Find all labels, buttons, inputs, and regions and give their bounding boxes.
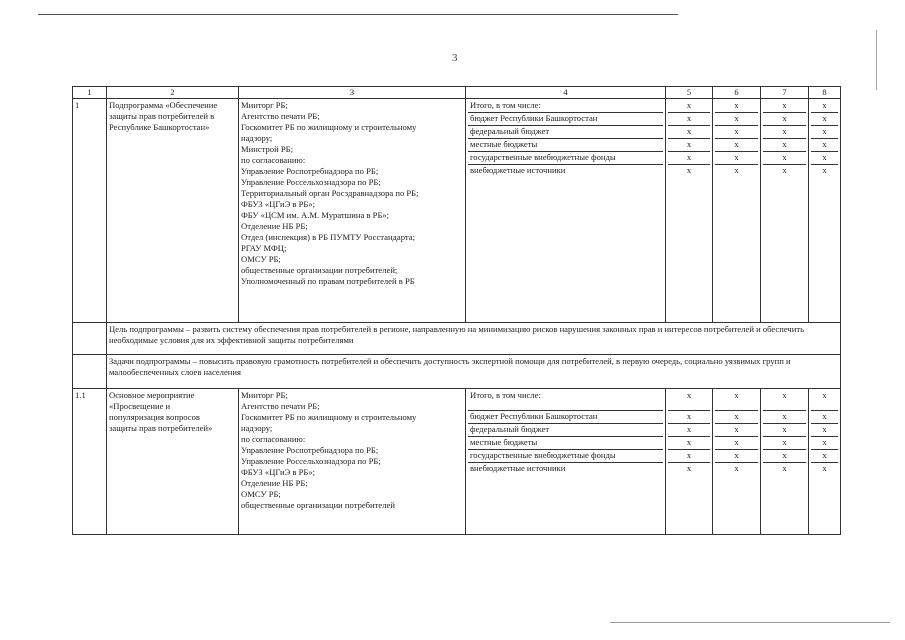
source-row: бюджет Республики Башкортостан <box>468 411 663 424</box>
source-row: Итого, в том числе: <box>468 100 663 113</box>
x-mark: x <box>822 165 827 175</box>
executor-line: Агентство печати РБ; <box>241 401 320 411</box>
col5-marks <box>666 389 713 535</box>
empty-cell <box>73 323 107 355</box>
x-mark: x <box>668 113 710 126</box>
x-mark: x <box>811 152 838 165</box>
header-cell: 5 <box>666 87 713 99</box>
executor-line: по согласованию: <box>241 434 306 444</box>
col8-marks <box>809 389 841 535</box>
x-mark: x <box>734 463 739 473</box>
executor-line: общественные организации потребителей; <box>241 265 398 275</box>
x-mark: x <box>763 152 806 165</box>
x-mark: x <box>811 437 838 450</box>
executor-line: ОМСУ РБ; <box>241 489 281 499</box>
row-number: 1.1 <box>73 389 107 535</box>
funding-sources <box>466 389 666 535</box>
x-mark: x <box>763 450 806 463</box>
x-mark: x <box>811 126 838 139</box>
col6-marks <box>713 389 761 535</box>
executor-line: общественные организации потребителей <box>241 500 395 510</box>
x-mark: x <box>763 139 806 152</box>
executor-line: Госкомитет РБ по жилищному и строительному <box>241 122 417 132</box>
x-mark: x <box>715 139 758 152</box>
source-row: местные бюджеты <box>468 437 663 450</box>
program-line: Республике Башкортостан» <box>109 122 210 132</box>
executor-line: Отделение НБ РБ; <box>241 221 308 231</box>
source-row: федеральный бюджет <box>468 126 663 139</box>
header-cell: 2 <box>107 87 239 99</box>
x-mark: x <box>782 463 787 473</box>
x-mark: x <box>763 424 806 437</box>
page-number: 3 <box>452 52 458 64</box>
x-mark: x <box>686 165 692 175</box>
x-mark: x <box>668 424 710 437</box>
x-mark: x <box>763 100 806 113</box>
bottom-rule <box>610 622 890 623</box>
program-name <box>107 99 239 323</box>
x-mark: x <box>715 126 758 139</box>
source-row: федеральный бюджет <box>468 424 663 437</box>
executor-line: Уполномоченный по правам потребителей в РБ <box>241 276 415 286</box>
source-row: внебюджетные источники <box>470 463 566 473</box>
x-mark: x <box>763 437 806 450</box>
executor-line: Агентство печати РБ; <box>241 111 320 121</box>
x-mark: x <box>763 411 806 424</box>
x-mark: x <box>811 411 838 424</box>
executor-line: РГАУ МФЦ; <box>241 243 287 253</box>
program-line: популяризация вопросов <box>109 412 200 422</box>
x-mark: x <box>782 165 787 175</box>
x-mark: x <box>715 450 758 463</box>
executors <box>239 99 466 323</box>
header-cell: 3 <box>239 87 466 99</box>
x-mark: x <box>811 424 838 437</box>
executor-line: Госкомитет РБ по жилищному и строительному <box>241 412 417 422</box>
program-name <box>107 389 239 535</box>
x-mark: x <box>668 152 710 165</box>
header-cell: 6 <box>713 87 761 99</box>
header-cell: 1 <box>73 87 107 99</box>
tasks-row <box>73 355 841 389</box>
header-cell: 7 <box>761 87 809 99</box>
header-cell: 4 <box>466 87 666 99</box>
col7-marks <box>761 389 809 535</box>
source-row: внебюджетные источники <box>470 165 566 175</box>
x-mark: x <box>763 126 806 139</box>
x-mark: x <box>715 390 758 411</box>
x-mark: x <box>668 437 710 450</box>
program-line: «Просвещение и <box>109 401 171 411</box>
col7-marks <box>761 99 809 323</box>
x-mark: x <box>686 463 692 473</box>
source-row: государственные внебюджетные фонды <box>468 450 663 463</box>
executor-line: Управление Роспотребнадзора по РБ; <box>241 166 379 176</box>
x-mark: x <box>668 126 710 139</box>
x-mark: x <box>715 152 758 165</box>
col5-marks <box>666 99 713 323</box>
col8-marks <box>809 99 841 323</box>
goal-text: Цель подпрограммы – развить систему обеспечения прав потребителей в регионе, направленную на минимизацию рисков нарушения законных прав и интересов потребителей и обеспечить необходимые условия для их эффективной защиты потребителями <box>107 323 841 355</box>
x-mark: x <box>811 450 838 463</box>
executor-line: Отделение НБ РБ; <box>241 478 308 488</box>
executor-line: по согласованию: <box>241 155 306 165</box>
top-rule <box>38 14 678 15</box>
executor-line: Минстрой РБ; <box>241 144 293 154</box>
executors <box>239 389 466 535</box>
executor-line: ОМСУ РБ; <box>241 254 281 264</box>
source-row: государственные внебюджетные фонды <box>468 152 663 165</box>
executor-line: ФБУЗ «ЦГиЭ в РБ»; <box>241 467 316 477</box>
x-mark: x <box>715 437 758 450</box>
executor-line: ФБУЗ «ЦГиЭ в РБ»; <box>241 199 316 209</box>
x-mark: x <box>668 100 710 113</box>
executor-line: Минторг РБ; <box>241 390 288 400</box>
x-mark: x <box>668 411 710 424</box>
tasks-text: Задачи подпрограммы – повысить правовую грамотность потребителей и обеспечить доступность экспертной помощи для потребителей, в первую очередь, социально уязвимых групп и малообеспеченных слоев населения <box>107 355 841 389</box>
executor-line: надзору; <box>241 133 273 143</box>
executor-line: Управление Россельхознадзора по РБ; <box>241 456 381 466</box>
x-mark: x <box>715 411 758 424</box>
program-line: Основное мероприятие <box>109 390 195 400</box>
scan-edge-mark <box>876 30 877 90</box>
x-mark: x <box>715 100 758 113</box>
x-mark: x <box>822 463 827 473</box>
x-mark: x <box>734 165 739 175</box>
x-mark: x <box>763 113 806 126</box>
source-row: Итого, в том числе: <box>468 390 663 411</box>
executor-line: Минторг РБ; <box>241 100 288 110</box>
program-line: Подпрограмма «Обеспечение <box>109 100 218 110</box>
goal-row <box>73 323 841 355</box>
row-number: 1 <box>73 99 107 323</box>
x-mark: x <box>811 113 838 126</box>
table-row <box>73 99 841 323</box>
program-line: защиты прав потребителей в <box>109 111 215 121</box>
executor-line: надзору; <box>241 423 273 433</box>
x-mark: x <box>668 390 710 411</box>
x-mark: x <box>668 450 710 463</box>
col6-marks <box>713 99 761 323</box>
executor-line: Управление Роспотребнадзора по РБ; <box>241 445 379 455</box>
table-row <box>73 389 841 535</box>
x-mark: x <box>715 424 758 437</box>
source-row: местные бюджеты <box>468 139 663 152</box>
x-mark: x <box>763 390 806 411</box>
x-mark: x <box>715 113 758 126</box>
empty-cell <box>73 355 107 389</box>
header-cell: 8 <box>809 87 841 99</box>
x-mark: x <box>811 139 838 152</box>
x-mark: x <box>811 100 838 113</box>
header-row <box>73 87 841 99</box>
x-mark: x <box>811 390 838 411</box>
funding-sources <box>466 99 666 323</box>
x-mark: x <box>668 139 710 152</box>
executor-line: Территориальный орган Росздравнадзора по РБ; <box>241 188 419 198</box>
executor-line: Управление Россельхознадзора по РБ; <box>241 177 381 187</box>
executor-line: ФБУ «ЦСМ им. А.М. Муратшина в РБ»; <box>241 210 390 220</box>
program-line: защиты прав потребителей» <box>109 423 213 433</box>
executor-line: Отдел (инспекция) в РБ ПУМТУ Росстандарта; <box>241 232 415 242</box>
program-table <box>72 86 841 535</box>
source-row: бюджет Республики Башкортостан <box>468 113 663 126</box>
